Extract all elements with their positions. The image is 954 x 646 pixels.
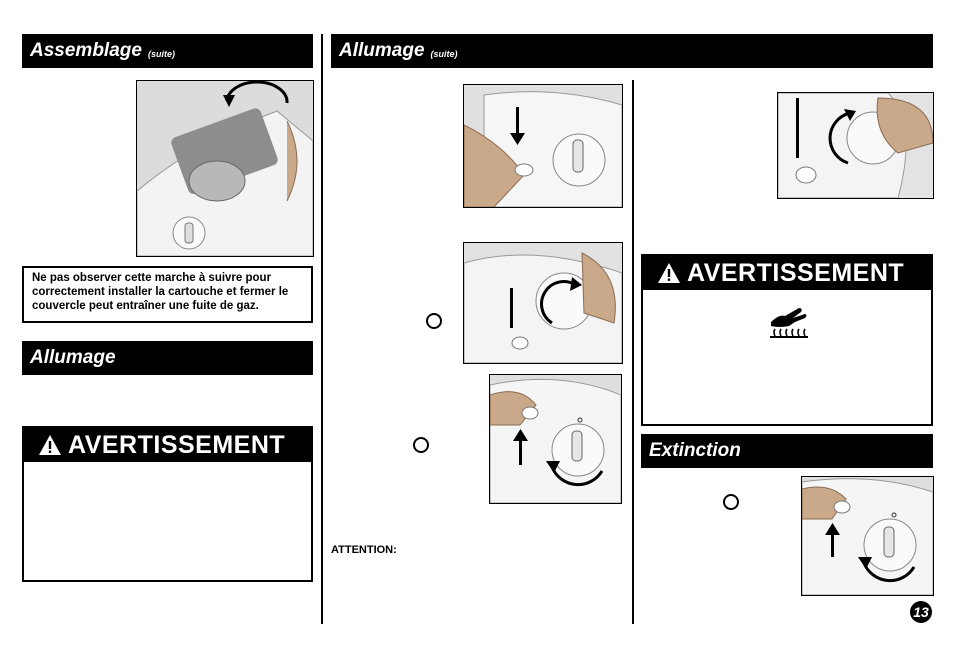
section-bar-extinction bbox=[641, 434, 933, 468]
warning-header bbox=[643, 256, 931, 290]
extinction-photo bbox=[801, 476, 934, 596]
ignition-photo-adjust-flame bbox=[777, 92, 934, 199]
warning-box-right bbox=[641, 254, 933, 426]
section-title: Allumage bbox=[30, 347, 116, 368]
step-circle-icon bbox=[426, 313, 442, 329]
column-divider-left bbox=[321, 34, 323, 624]
column-divider-right bbox=[632, 80, 634, 624]
warning-triangle-icon bbox=[38, 434, 62, 456]
warning-heading: AVERTISSEMENT bbox=[687, 258, 905, 287]
section-title: Assemblage bbox=[30, 40, 142, 61]
warning-heading: AVERTISSEMENT bbox=[68, 430, 286, 459]
attention-label: ATTENTION: bbox=[331, 544, 397, 556]
section-title: Extinction bbox=[649, 440, 741, 461]
section-title: Allumage bbox=[339, 40, 425, 61]
assembly-illustration bbox=[137, 81, 313, 256]
section-bar-allumage-suite bbox=[331, 34, 933, 68]
ignition-photo-turn-knob bbox=[463, 242, 623, 364]
warning-box-left bbox=[22, 426, 313, 582]
installation-note bbox=[22, 266, 313, 323]
installation-note-text: Ne pas observer cette marche à suivre pour correctement installer la cartouche et fermer le couvercle peut entraîner une fuite de gaz. bbox=[32, 272, 289, 312]
section-bar-assemblage bbox=[22, 34, 313, 68]
ignition-photo-push-up bbox=[489, 374, 622, 504]
section-bar-allumage bbox=[22, 341, 313, 375]
ignition-photo-press-down bbox=[463, 84, 623, 208]
hot-surface-hand-icon bbox=[769, 304, 809, 338]
assembly-photo bbox=[136, 80, 314, 257]
section-suffix: (suite) bbox=[430, 49, 458, 59]
warning-header bbox=[24, 428, 311, 462]
step-circle-icon bbox=[723, 494, 739, 510]
section-suffix: (suite) bbox=[147, 49, 175, 59]
warning-triangle-icon bbox=[657, 262, 681, 284]
step-circle-icon bbox=[413, 437, 429, 453]
page-number: 13 bbox=[910, 601, 932, 623]
